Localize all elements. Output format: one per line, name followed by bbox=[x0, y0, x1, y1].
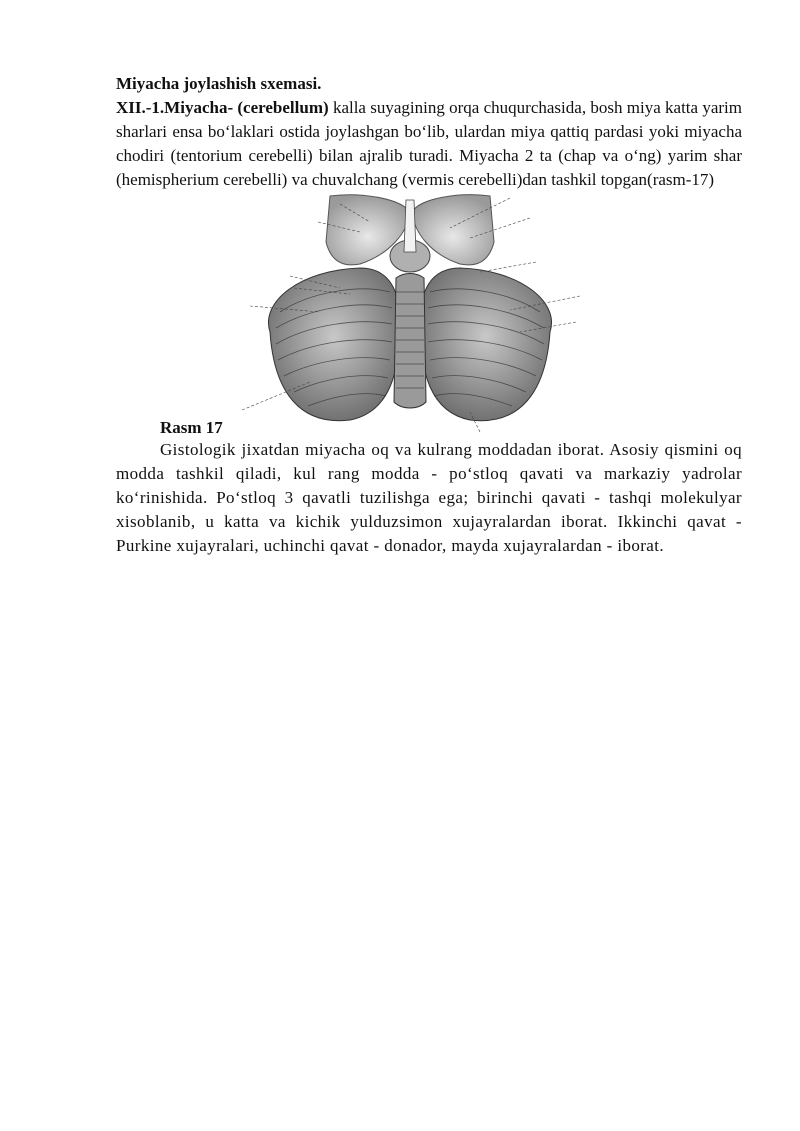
cerebellum-illustration bbox=[240, 192, 580, 438]
section-heading: Miyacha joylashish sxemasi. bbox=[116, 74, 322, 93]
paragraph-2: Gistologik jixatdan miyacha oq va kulrang moddadan iborat. Asosiy qismini oq modda tashkil qiladi, kul rang modda - po‘stloq qavati va markaziy yadrolar ko‘rinishida. Po‘stloq 3 qavatli tuzilishga ega; birinchi qavati - tashqi molekulyar xisoblanib, u katta va kichik yulduzsimon xujayralardan iborat. Ikkinchi qavat - Purkine xujayralari, uchinchi qavat - donador, mayda xujayralardan - iborat. bbox=[116, 440, 742, 555]
paragraph-1-text: kalla suyagining orqa chuqurchasida, bosh miya katta yarim sharlari ensa bo‘laklari ostida joylashgan bo‘lib, ulardan miya qattiq pardasi yoki miyacha chodiri (tentorium cerebelli) bilan ajralib turadi. Miyacha 2 ta (chap va o‘ng) yarim shar (hemispherium cerebelli) va chuvalchang (vermis cerebelli)dan tashkil topgan(rasm-17) bbox=[116, 98, 743, 189]
figure-caption: Rasm 17 bbox=[160, 418, 223, 437]
paragraph-1 bbox=[116, 96, 742, 192]
paragraph-1-bold-lead: XII.-1.Miyacha- (cerebellum) bbox=[116, 98, 329, 117]
document-page bbox=[116, 72, 742, 558]
figure-rasm-17 bbox=[116, 192, 742, 438]
